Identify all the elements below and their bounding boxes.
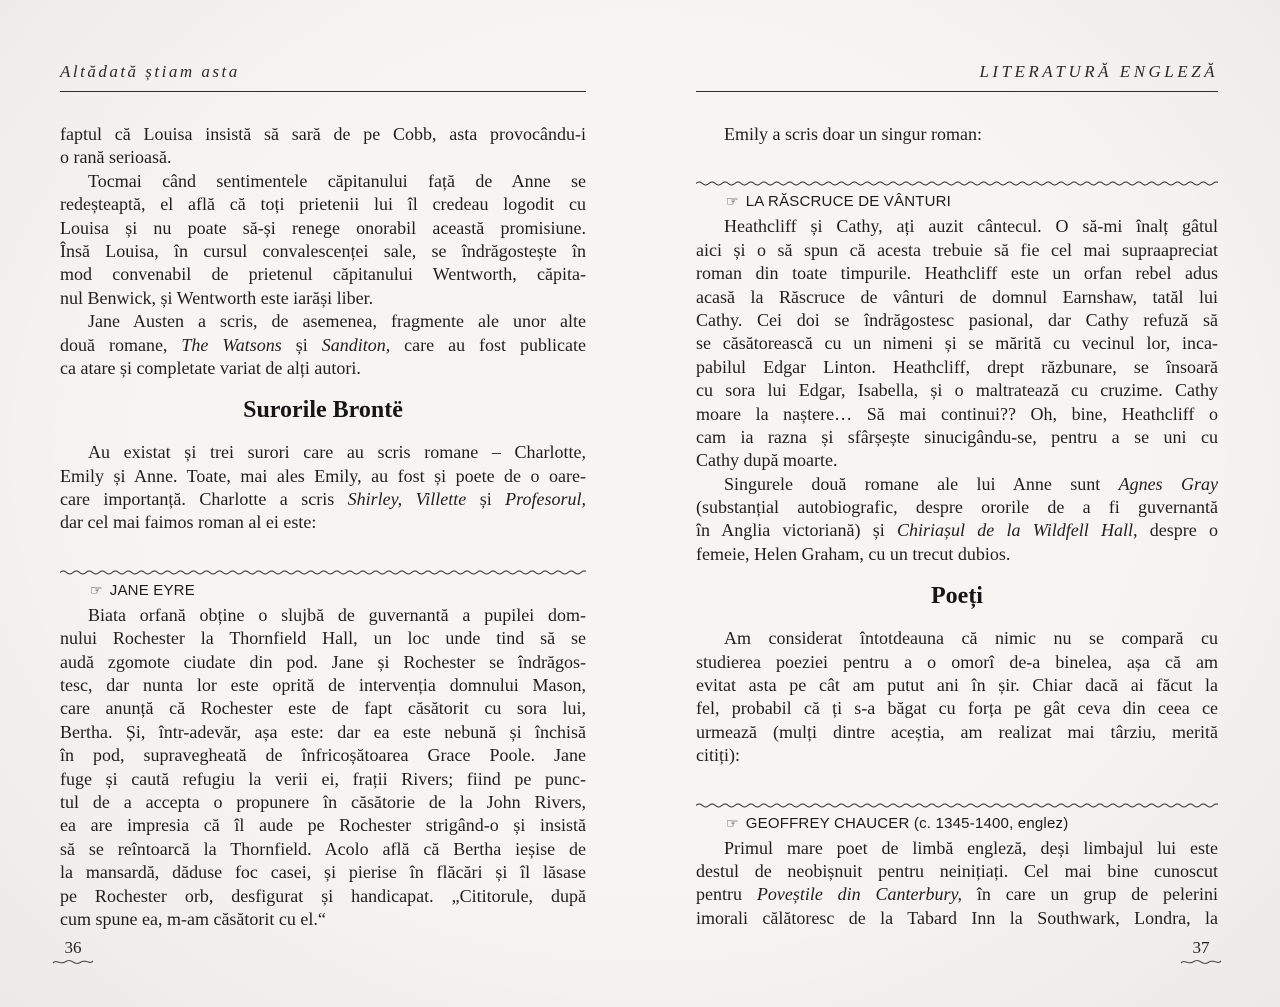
text-line: o rană serioasă. <box>60 147 172 168</box>
text-line: Singurele două romane ale lui Anne sunt Agnes Gray <box>724 473 1218 494</box>
text-line: roman din toate timpurile. Heathcliff este un orfan rebel adus <box>696 263 1218 284</box>
text-line: acasă la Răscruce de vânturi de domnul Earnshaw, tatăl lui <box>696 286 1218 307</box>
text-line: fel, probabil că ți s-a băgat cu forța pe gât ceva din ceea ce <box>696 698 1218 719</box>
running-header-left: Altădată știam asta <box>60 62 586 92</box>
paragraph <box>696 627 1218 767</box>
text-line: Primul mare poet de limbă engleză, deși limbajul lui este <box>724 837 1218 858</box>
page-number-flourish <box>1180 957 1222 967</box>
text-line: Au existat și trei surori care au scris romane – Charlotte, <box>88 442 586 463</box>
text-line: la mansardă, dăduse foc casei, și pierise în flăcări și îl lăsase <box>60 862 586 883</box>
text-line: dar cel mai faimos roman al ei este: <box>60 512 317 533</box>
text-line: Biata orfană obține o slujbă de guvernantă a pupilei dom- <box>88 604 586 625</box>
entry-label <box>60 580 586 602</box>
paragraph <box>60 123 586 170</box>
paragraph <box>696 473 1218 567</box>
running-header-right: LITERATURĂ ENGLEZĂ <box>696 62 1218 92</box>
text-line: tesc, dar nunta lor este oprită de intervenția domnului Mason, <box>60 675 586 696</box>
text-line: fuge și caută refugiu la verii ei, frații Rivers; fiind pe punc- <box>60 768 586 789</box>
text-line: Cathy după moarte. <box>696 450 838 471</box>
wavy-divider <box>696 802 1218 809</box>
text-line: ca atare și completate variat de alți autori. <box>60 357 361 378</box>
text-line: redeșteaptă, el află că toți prietenii lui îl credeau logodit cu <box>60 194 586 215</box>
text-line: Louisa și nu poate să-și renege onorabil această promisiune. <box>60 217 586 238</box>
pointing-hand-icon: ☞ <box>90 582 103 599</box>
pointing-hand-icon: ☞ <box>726 194 739 211</box>
text-line: cam ia razna și sfârșește sinucigându-se, pentru a se uni cu <box>696 426 1218 447</box>
text-line: Cathy. Cei doi se îndrăgostesc pasional, dar Cathy refuză să <box>696 309 1218 330</box>
text-line: pentru Poveștile din Canterbury, în care un grup de pelerini <box>696 884 1218 905</box>
text-line: urmează (mulți dintre aceștia, am realizat mai târziu, merită <box>696 721 1218 742</box>
entry-label-text: GEOFFREY CHAUCER (c. 1345-1400, englez) <box>745 814 1069 832</box>
text-line: Heathcliff și Cathy, ați auzit cântecul. O să-mi înalț gâtul <box>724 216 1218 237</box>
text-line: Bertha. Și, într-adevăr, așa este: dar ea este nebună și închisă <box>60 721 586 742</box>
paragraph <box>696 837 1218 931</box>
entry-label-text: LA RĂSCRUCE DE VÂNTURI <box>745 193 952 211</box>
paragraph <box>60 604 586 931</box>
paragraph <box>60 441 586 535</box>
text-line: nul Benwick, și Wentworth este iarăși liber. <box>60 287 374 308</box>
page-number-text: 36 <box>64 938 82 957</box>
text-line: Jane Austen a scris, de asemenea, fragmente ale unor alte <box>88 311 586 332</box>
page-number-left <box>50 938 96 967</box>
page-right <box>696 0 1218 1007</box>
text-line: citiți): <box>696 745 740 766</box>
section-heading: Surorile Brontë <box>243 397 403 424</box>
text-line: aici și o să spun că acesta trebuie să fie cel mai supraapreciat <box>696 239 1218 260</box>
text-line: mod convenabil de prietenul căpitanului Wentworth, căpita- <box>60 264 586 285</box>
text-line: să se reîntoarcă la Thornfield. Acolo află că Bertha ieșise de <box>60 838 586 859</box>
text-line: Emily a scris doar un singur roman: <box>724 124 982 144</box>
entry-label-text: JANE EYRE <box>109 581 195 599</box>
text-line: Am considerat întotdeauna că nimic nu se compară cu <box>724 628 1218 649</box>
paragraph <box>696 215 1218 472</box>
pointing-hand-icon: ☞ <box>726 815 739 832</box>
text-line: imorali călătoresc de la Tabard Inn la Southwark, Londra, la <box>696 907 1218 928</box>
paragraph <box>696 123 1218 146</box>
text-line: pabilul Edgar Linton. Heathcliff, drept răzbunare, se însoară <box>696 356 1218 377</box>
text-line: moare la naștere… Să mai continui?? Oh, bine, Heathcliff o <box>696 403 1218 424</box>
entry-label <box>696 191 1218 213</box>
page-number-right <box>1178 938 1224 967</box>
text-line: nului Rochester la Thornfield Hall, un loc unde tind să se <box>60 628 586 649</box>
text-line: studierea poeziei pentru a o omorî de-a binelea, așa că am <box>696 651 1218 672</box>
text-line: se căsătorească cu un nimeni și se mărită cu vecinul lor, inca- <box>696 333 1218 354</box>
text-line: Însă Louisa, în cursul convalescenței sale, se îndrăgostește în <box>60 240 586 261</box>
text-line: cu sora lui Edgar, Isabella, și o maltratează cu cruzime. Cathy <box>696 380 1218 401</box>
wavy-divider <box>696 180 1218 187</box>
text-line: destul de neobișnuit pentru neinițiați. Cel mai bine cunoscut <box>696 860 1218 881</box>
text-line: care importanță. Charlotte a scris Shirley, Villette și Profesorul, <box>60 489 586 510</box>
page-left <box>60 0 586 1007</box>
text-line: cum spune ea, m-am căsătorit cu el.“ <box>60 908 326 929</box>
section-heading: Poeți <box>931 583 983 610</box>
text-line: (substanțial autobiografic, despre ororile de a fi guvernantă <box>696 497 1218 518</box>
text-line: ea are impresia că îl aude pe Rochester strigând-o și insistă <box>60 815 586 836</box>
page-body-right <box>696 123 1218 930</box>
paragraph <box>60 310 586 380</box>
page-number-text: 37 <box>1192 938 1210 957</box>
text-line: două romane, The Watsons și Sanditon, care au fost publicate <box>60 334 586 355</box>
text-line: Tocmai când sentimentele căpitanului față de Anne se <box>88 170 586 191</box>
text-line: femeie, Helen Graham, cu un trecut dubios. <box>696 543 1011 564</box>
text-line: care anunță că Rochester este de fapt căsătorit cu sora lui, <box>60 698 586 719</box>
entry-label <box>696 813 1218 835</box>
text-line: în Anglia victoriană) și Chiriașul de la Wildfell Hall, despre o <box>696 520 1218 541</box>
page-body-left <box>60 123 586 931</box>
text-line: pe Rochester orb, desfigurat și handicapat. „Cititorule, după <box>60 885 586 906</box>
text-line: în pod, supravegheată de înfricoșătoarea Grace Poole. Jane <box>60 745 586 766</box>
text-line: faptul că Louisa insistă să sară de pe Cobb, asta provocându-i <box>60 124 586 144</box>
paragraph <box>60 170 586 310</box>
text-line: audă zgomote ciudate din pod. Jane și Rochester se îndrăgos- <box>60 651 586 672</box>
text-line: Emily și Anne. Toate, mai ales Emily, au fost și poete de o oare- <box>60 465 586 486</box>
page-number-flourish <box>52 957 94 967</box>
text-line: tul de a accepta o propunere în căsătorie de la John Rivers, <box>60 791 586 812</box>
wavy-divider <box>60 569 586 576</box>
text-line: evitat asta pe cât am putut ani în șir. Chiar dacă ai făcut la <box>696 675 1218 696</box>
